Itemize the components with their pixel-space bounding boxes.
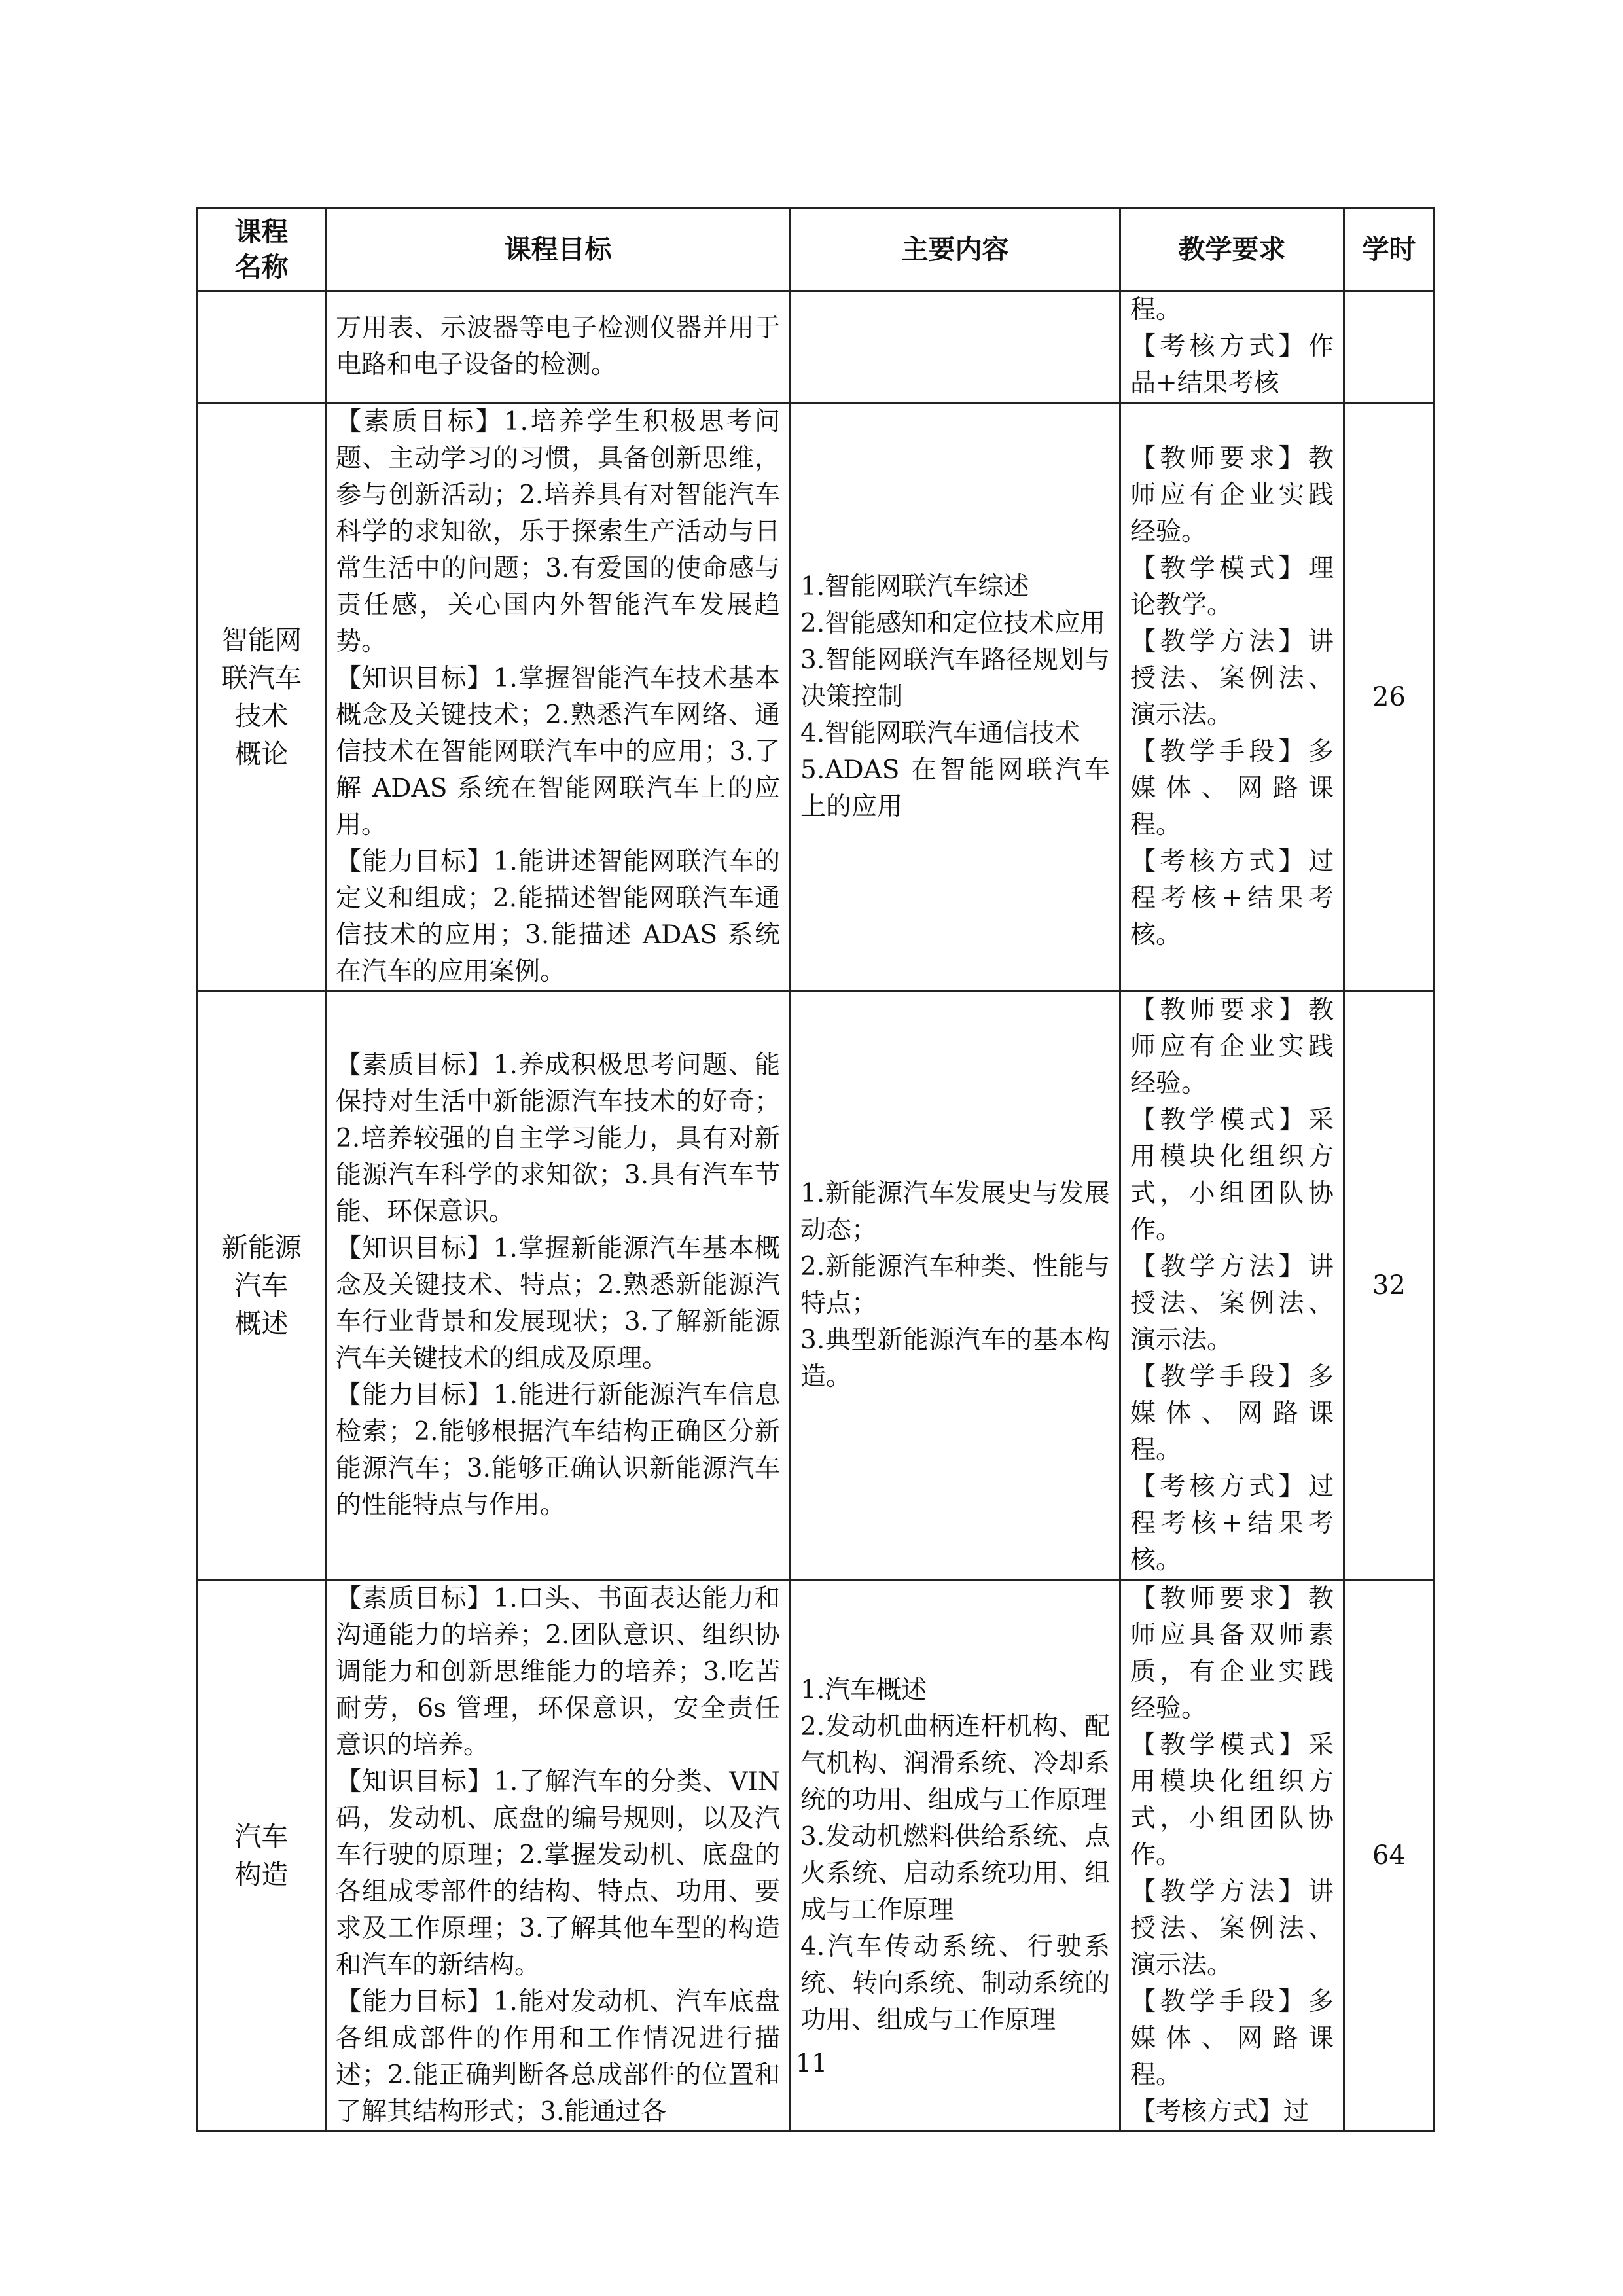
course-goal-cell [326,403,791,992]
course-name: 汽车 构造 [198,1580,326,2132]
main-content-cell [791,992,1120,1580]
course-row-new-energy-vehicle [198,992,1435,1580]
header-course-goal: 课程目标 [326,208,791,291]
continuation-req-line-2: 【考核方式】作品+结果考核 [1130,332,1334,398]
teaching-method: 【教学方法】讲授法、案例法、演示法。 [1130,627,1334,730]
content-item: 2.智能感知和定位技术应用 [800,609,1106,638]
content-item: 4.汽车传动系统、行驶系统、转向系统、制动系统的功用、组成与工作原理 [800,1932,1110,2035]
teaching-mode: 【教学模式】采用模块化组织方式，小组团队协作。 [1130,1105,1334,1245]
content-item: 3.发动机燃料供给系统、点火系统、启动系统功用、组成与工作原理 [800,1822,1110,1925]
teaching-requirements-cell [1120,403,1344,992]
continuation-name-cell [198,291,326,403]
course-row-intelligent-connected-vehicle [198,403,1435,992]
continuation-content-cell [791,291,1120,403]
content-item: 3.智能网联汽车路径规划与决策控制 [800,645,1110,711]
continuation-hours-cell [1344,291,1435,403]
continuation-req-line-1: 程。 [1130,295,1182,325]
content-item: 1.汽车概述 [800,1676,927,1705]
course-hours: 64 [1344,1580,1435,2132]
content-item: 1.智能网联汽车综述 [800,572,1029,601]
teaching-mode: 【教学模式】采用模块化组织方式，小组团队协作。 [1130,1731,1334,1870]
content-item: 5.ADAS 在智能网联汽车上的应用 [800,755,1110,821]
teaching-requirements-cell [1120,992,1344,1580]
teacher-requirement: 【教师要求】教师应具备双师素质，有企业实践经验。 [1130,1584,1334,1723]
main-content-cell [791,403,1120,992]
course-hours: 32 [1344,992,1435,1580]
header-hours: 学时 [1344,208,1435,291]
teacher-requirement: 【教师要求】教师应有企业实践经验。 [1130,996,1334,1098]
content-item: 2.发动机曲柄连杆机构、配气机构、润滑系统、冷却系统的功用、组成与工作原理 [800,1712,1110,1815]
course-name: 智能网 联汽车 技术 概论 [198,403,326,992]
course-goal-cell [326,992,791,1580]
header-teaching-requirements: 教学要求 [1120,208,1344,291]
teaching-method: 【教学方法】讲授法、案例法、演示法。 [1130,1877,1334,1980]
course-hours: 26 [1344,403,1435,992]
quality-goal: 【素质目标】1.培养学生积极思考问题、主动学习的习惯，具备创新思维，参与创新活动；2.培养具有对智能汽车科学的求知欲，乐于探索生产活动与日常生活中的问题；3.有爱国的使命感与责任感，关心国内外智能汽车发展趋势。 [336,407,780,656]
teaching-mode: 【教学模式】理论教学。 [1130,554,1334,620]
teaching-means: 【教学手段】多媒体、网路课程。 [1130,1362,1334,1465]
knowledge-goal: 【知识目标】1.掌握新能源汽车基本概念及关键技术、特点；2.熟悉新能源汽车行业背景和发展现状；3.了解新能源汽车关键技术的组成及原理。 [336,1234,780,1373]
continuation-goal-text: 万用表、示波器等电子检测仪器并用于电路和电子设备的检测。 [336,314,780,380]
header-course-name: 课程 名称 [198,208,326,291]
quality-goal: 【素质目标】1.口头、书面表达能力和沟通能力的培养；2.团队意识、组织协调能力和创新思维能力的培养；3.吃苦耐劳，6s 管理，环保意识，安全责任意识的培养。 [336,1584,780,1760]
page-number: 11 [795,2049,828,2077]
ability-goal: 【能力目标】1.能讲述智能网联汽车的定义和组成；2.能描述智能网联汽车通信技术的应用；3.能描述 ADAS 系统在汽车的应用案例。 [336,847,780,986]
continuation-req-cell [1120,291,1344,403]
ability-goal: 【能力目标】1.能进行新能源汽车信息检索；2.能够根据汽车结构正确区分新能源汽车；3.能够正确认识新能源汽车的性能特点与作用。 [336,1380,780,1520]
knowledge-goal: 【知识目标】1.掌握智能汽车技术基本概念及关键技术；2.熟悉汽车网络、通信技术在智能网联汽车中的应用；3.了解 ADAS 系统在智能网联汽车上的应用。 [336,664,780,840]
content-item: 1.新能源汽车发展史与发展动态； [800,1179,1110,1245]
knowledge-goal: 【知识目标】1.了解汽车的分类、VIN 码，发动机、底盘的编号规则，以及汽车行驶的原理；2.掌握发动机、底盘的各组成零部件的结构、特点、功用、要求及工作原理；3.了解其他车型的构造和汽车的新结构。 [336,1767,780,1980]
teaching-means: 【教学手段】多媒体、网路课程。 [1130,737,1334,840]
course-table [196,207,1435,2132]
teaching-method: 【教学方法】讲授法、案例法、演示法。 [1130,1252,1334,1355]
header-main-content: 主要内容 [791,208,1120,291]
continuation-row [198,291,1435,403]
continuation-goal-cell [326,291,791,403]
course-name: 新能源 汽车 概述 [198,992,326,1580]
content-item: 3.典型新能源汽车的基本构造。 [800,1325,1110,1391]
quality-goal: 【素质目标】1.养成积极思考问题、能保持对生活中新能源汽车技术的好奇；2.培养较强的自主学习能力，具有对新能源汽车科学的求知欲；3.具有汽车节能、环保意识。 [336,1050,780,1227]
assessment-method: 【考核方式】过程考核+结果考核。 [1130,1472,1334,1575]
content-item: 4.智能网联汽车通信技术 [800,719,1080,748]
header-row [198,208,1435,291]
assessment-method: 【考核方式】过程考核+结果考核。 [1130,847,1334,950]
content-item: 2.新能源汽车种类、性能与特点； [800,1252,1110,1318]
teacher-requirement: 【教师要求】教师应有企业实践经验。 [1130,444,1334,547]
assessment-method: 【考核方式】过 [1130,2097,1310,2126]
teaching-means: 【教学手段】多媒体、网路课程。 [1130,1987,1334,2090]
ability-goal: 【能力目标】1.能对发动机、汽车底盘各组成部件的作用和工作情况进行描述；2.能正确判断各总成部件的位置和了解其结构形式；3.能通过各 [336,1987,780,2126]
